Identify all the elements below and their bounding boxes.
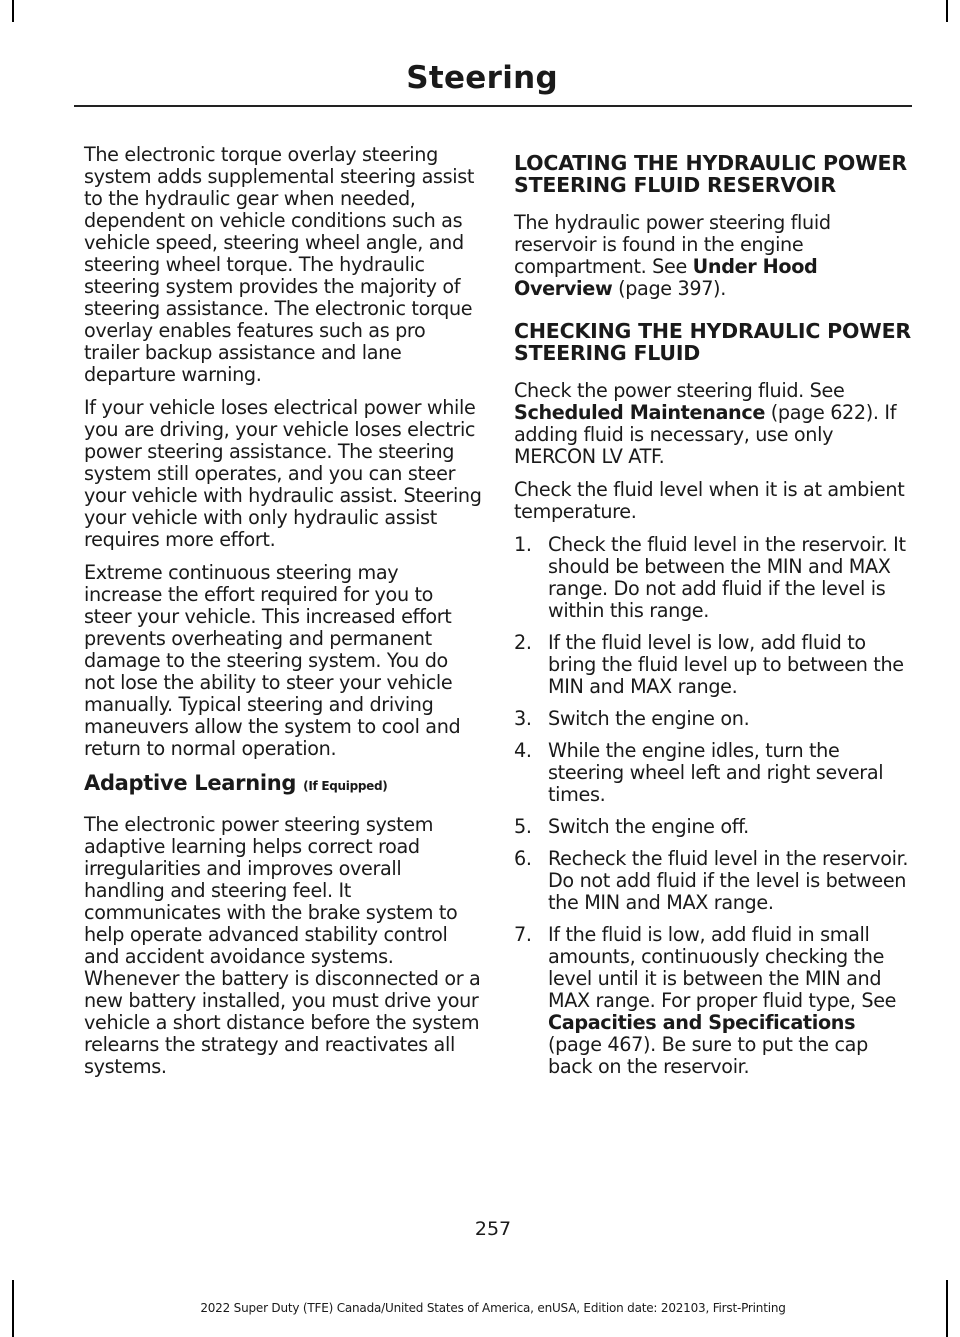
step-text: Switch the engine on. [548, 707, 750, 730]
list-item [514, 848, 912, 914]
step-text: If the fluid is low, add fluid in small amounts, continuously checking the level until it is between the MIN and MAX range. For proper fluid type, See [548, 923, 897, 1012]
paragraph [514, 212, 912, 300]
text: (page 622). If adding fluid is necessary, use only MERCON LV ATF. [514, 401, 897, 468]
text: The hydraulic power steering fluid reservoir is found in the engine compartment. See [514, 211, 831, 278]
list-item [514, 534, 912, 622]
paragraph [514, 380, 912, 468]
crop-mark [946, 0, 948, 22]
page-title: Steering [406, 60, 558, 96]
list-item [514, 816, 912, 838]
crop-mark [12, 0, 14, 22]
list-item [514, 924, 912, 1078]
page-number: 257 [474, 1218, 512, 1240]
section-heading-adaptive-learning [84, 771, 482, 798]
paragraph: Check the fluid level when it is at ambient temperature. [514, 478, 905, 523]
heading-text: Adaptive Learning [84, 771, 297, 795]
text: Check the power steering fluid. See [514, 379, 845, 402]
step-text: If the fluid level is low, add fluid to bring the fluid level up to between the MIN and MAX range. [548, 631, 904, 698]
cross-reference-link[interactable]: Under Hood Overview [514, 255, 818, 300]
cross-reference-link[interactable]: Capacities and Specifications [548, 1011, 856, 1034]
list-item [514, 740, 912, 806]
cross-reference-link[interactable]: Scheduled Maintenance [514, 401, 766, 424]
step-number: 1. [514, 533, 532, 556]
list-item [514, 632, 912, 698]
step-text: (page 467). Be sure to put the cap back on the reservoir. [548, 1033, 868, 1078]
step-number: 5. [514, 815, 532, 838]
step-text: Check the fluid level in the reservoir. It should be between the MIN and MAX range. Do not add fluid if the level is within this range. [548, 533, 906, 622]
paragraph: If your vehicle loses electrical power while you are driving, your vehicle loses electric power steering assistance. The steering system still operates, and you can steer your vehicle with hydraulic assist. Steering your vehicle with only hydraulic assist requires more effort. [84, 396, 482, 551]
paragraph: Extreme continuous steering may increase the effort required for you to steer your vehicle. This increased effort prevents overheating and permanent damage to the steering system. You do not lose the ability to steer your vehicle manually. Typical steering and driving maneuvers allow the system to cool and return to normal operation. [84, 561, 461, 760]
page-ref: (page 397). [612, 277, 726, 300]
section-heading-checking: CHECKING THE HYDRAULIC POWER STEERING FLUID [514, 319, 911, 365]
step-number: 3. [514, 707, 532, 730]
section-heading-locating: LOCATING THE HYDRAULIC POWER STEERING FLUID RESERVOIR [514, 151, 907, 197]
step-text: Switch the engine off. [548, 815, 749, 838]
step-number: 6. [514, 847, 532, 870]
step-number: 4. [514, 739, 532, 762]
step-text: Recheck the fluid level in the reservoir. Do not add fluid if the level is between the MIN and MAX range. [548, 847, 909, 914]
paragraph: The electronic power steering system adaptive learning helps correct road irregularities and improves overall handling and steering feel. It communicates with the brake system to help operate advanced stability control and accident avoidance systems. Whenever the battery is disconnected or a new battery installed, you must drive your vehicle a short distance before the system relearns the strategy and reactivates all systems. [84, 813, 481, 1078]
step-number: 2. [514, 631, 532, 654]
edition-footer: 2022 Super Duty (TFE) Canada/United States of America, enUSA, Edition date: 202103, First-Printing [200, 1301, 786, 1315]
step-text: While the engine idles, turn the steering wheel left and right several times. [548, 739, 884, 806]
header-rule [74, 105, 912, 107]
paragraph: The electronic torque overlay steering system adds supplemental steering assist to the hydraulic gear when needed, dependent on vehicle conditions such as vehicle speed, steering wheel angle, and steering wheel torque. The hydraulic steering system provides the majority of steering assistance. The electronic torque overlay enables features such as pro trailer backup assistance and lane departure warning. [84, 143, 475, 386]
list-item [514, 708, 912, 730]
left-column [84, 144, 482, 1089]
right-column [514, 144, 912, 1088]
procedure-steps [514, 534, 912, 1078]
heading-suffix: (If Equipped) [303, 779, 388, 793]
step-number: 7. [514, 923, 532, 946]
